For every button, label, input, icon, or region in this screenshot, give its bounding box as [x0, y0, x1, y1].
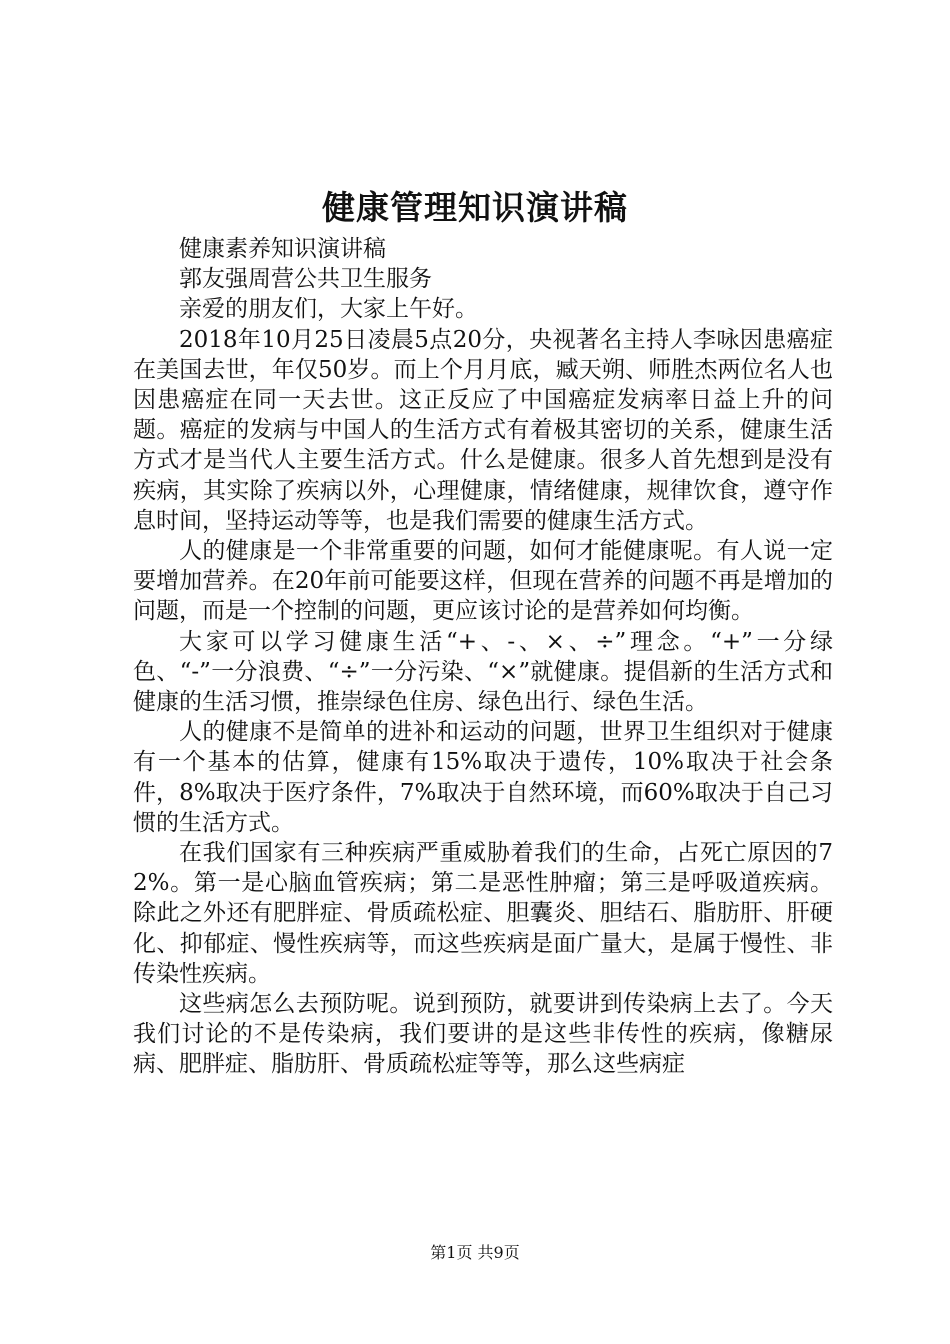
- document-body: [133, 234, 833, 1080]
- document-title: 健康管理知识演讲稿: [322, 188, 628, 227]
- page-footer: 第1页 共9页: [430, 1243, 520, 1262]
- paragraph-greeting: 亲爱的朋友们，大家上午好。: [179, 296, 478, 323]
- paragraph: 人的健康是一个非常重要的问题，如何才能健康呢。有人说一定要增加营养。在20年前可能要这样，但现在营养的问题不再是增加的问题，而是一个控制的问题，更应该讨论的是营养如何均衡。: [133, 538, 833, 625]
- paragraph: 这些病怎么去预防呢。说到预防，就要讲到传染病上去了。今天我们讨论的不是传染病，我们要讲的是这些非传性的疾病，像糖尿病、肥胖症、脂肪肝、骨质疏松症等等，那么这些病症: [133, 991, 833, 1078]
- paragraph: 在我们国家有三种疾病严重威胁着我们的生命，占死亡原因的72%。第一是心脑血管疾病；第二是恶性肿瘤；第三是呼吸道疾病。除此之外还有肥胖症、骨质疏松症、胆囊炎、胆结石、脂肪肝、肝硬化、抑郁症、慢性疾病等，而这些疾病是面广量大，是属于慢性、非传染性疾病。: [133, 840, 833, 987]
- paragraph: 人的健康不是简单的进补和运动的问题，世界卫生组织对于健康有一个基本的估算，健康有15%取决于遗传，10%取决于社会条件，8%取决于医疗条件，7%取决于自然环境，而60%取决于自己习惯的生活方式。: [133, 719, 833, 836]
- paragraph-subtitle: 健康素养知识演讲稿: [179, 236, 386, 262]
- paragraph-author: 郭友强周营公共卫生服务: [179, 266, 432, 293]
- paragraph: 2018年10月25日凌晨5点20分，央视著名主持人李咏因患癌症在美国去世，年仅50岁。而上个月月底，臧天朔、师胜杰两位名人也因患癌症在同一天去世。这正反应了中国癌症发病率日益上升的问题。癌症的发病与中国人的生活方式有着极其密切的关系，健康生活方式才是当代人主要生活方式。什么是健康。很多人首先想到是没有疾病，其实除了疾病以外，心理健康，情绪健康，规律饮食，遵守作息时间，坚持运动等等，也是我们需要的健康生活方式。: [133, 326, 833, 534]
- paragraph: 大家可以学习健康生活“+、-、×、÷”理念。“+”一分绿色、“-”一分浪费、“÷”一分污染、“×”就健康。提倡新的生活方式和健康的生活习惯，推崇绿色住房、绿色出行、绿色生活。: [133, 628, 833, 716]
